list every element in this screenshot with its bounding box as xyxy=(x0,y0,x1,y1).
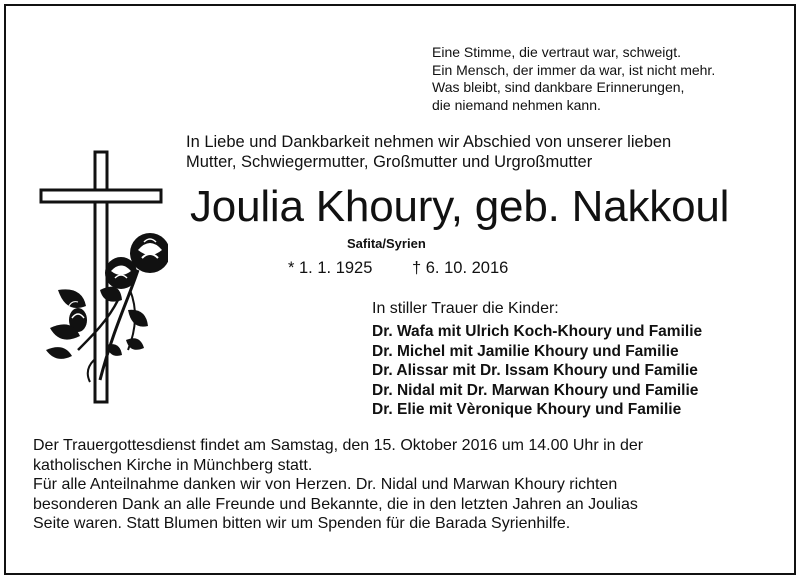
children-list xyxy=(372,322,702,420)
list-item: Dr. Nidal mit Dr. Marwan Khoury und Familie xyxy=(372,381,699,399)
footer-line: katholischen Kirche in Münchberg statt. xyxy=(33,456,313,474)
intro-text xyxy=(186,132,671,172)
intro-line: Mutter, Schwiegermutter, Großmutter und Urgroßmutter xyxy=(186,153,593,171)
list-item: Dr. Wafa mit Ulrich Koch-Khoury und Familie xyxy=(372,323,703,340)
service-and-thanks-text xyxy=(33,436,643,534)
list-item: Dr. Elie mit Vèronique Khoury und Familie xyxy=(372,401,682,419)
footer-line: Für alle Anteilnahme danken wir von Herzen. Dr. Nidal und Marwan Khoury richten xyxy=(33,476,618,493)
poem-line: die niemand nehmen kann. xyxy=(432,96,601,113)
death-date: † 6. 10. 2016 xyxy=(412,259,509,277)
list-item: Dr. Alissar mit Dr. Issam Khoury und Familie xyxy=(372,362,698,380)
birth-date: * 1. 1. 1925 xyxy=(288,259,373,277)
intro-line: In Liebe und Dankbarkeit nehmen wir Abschied von unserer lieben xyxy=(186,133,672,151)
poem-line: Was bleibt, sind dankbare Erinnerungen, xyxy=(432,79,685,95)
footer-line: Der Trauergottesdienst findet am Samstag, den 15. Oktober 2016 um 14.00 Uhr in der xyxy=(33,437,644,454)
poem-line: Ein Mensch, der immer da war, ist nicht mehr. xyxy=(432,61,716,78)
deceased-name: Joulia Khoury, geb. Nakkoul xyxy=(190,182,730,231)
footer-line: besonderen Dank an alle Freunde und Bekannte, die in den letzten Jahren an Joulias xyxy=(33,495,638,513)
memorial-poem xyxy=(432,44,715,114)
deceased-origin: Safita/Syrien xyxy=(347,236,426,251)
cross-with-roses-icon xyxy=(38,150,168,410)
mourners-label: In stiller Trauer die Kinder: xyxy=(372,300,559,317)
poem-line: Eine Stimme, die vertraut war, schweigt. xyxy=(432,44,681,60)
list-item: Dr. Michel mit Jamilie Khoury und Familie xyxy=(372,342,679,360)
footer-line: Seite waren. Statt Blumen bitten wir um Spenden für die Barada Syrienhilfe. xyxy=(33,515,571,532)
